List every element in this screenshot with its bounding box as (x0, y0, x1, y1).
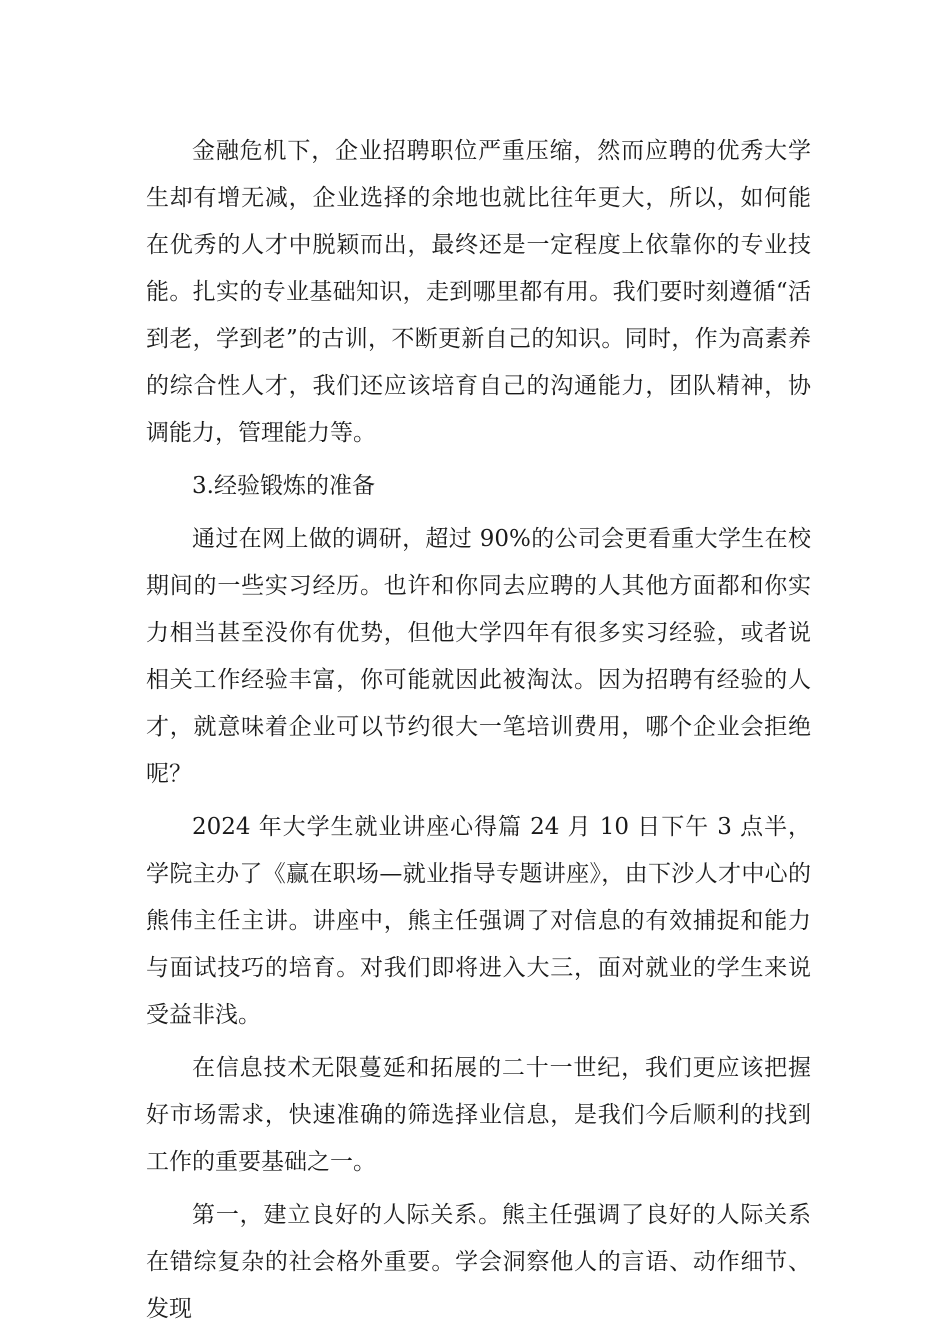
paragraph-professional-skills: 金融危机下，企业招聘职位严重压缩，然而应聘的优秀大学生却有增无减，企业选择的余地也就比往年更大，所以，如何能在优秀的人才中脱颖而出，最终还是一定程度上依靠你的专业技能。扎实的专业基础知识，走到哪里都有用。我们要时刻遵循“活到老，学到老”的古训，不断更新自己的知识。同时，作为高素养的综合性人才，我们还应该培育自己的沟通能力，团队精神，协调能力，管理能力等。 (146, 138, 811, 446)
paragraph-internship-experience: 通过在网上做的调研，超过 90%的公司会更看重大学生在校期间的一些实习经历。也许和你同去应聘的人其他方面都和你实力相当甚至没你有优势，但他大学四年有很多实习经验，或者说相关工作经验丰富，你可能就因此被淘汰。因为招聘有经验的人才，就意味着企业可以节约很大一笔培训费用，哪个企业会拒绝呢？ (146, 526, 811, 787)
paragraph-lecture-intro: 2024 年大学生就业讲座心得篇 24 月 10 日下午 3 点半，学院主办了《赢在职场—就业指导专题讲座》，由下沙人才中心的熊伟主任主讲。讲座中，熊主任强调了对信息的有效捕捉和能力与面试技巧的培育。对我们即将进入大三，面对就业的学生来说受益非浅。 (146, 814, 811, 1028)
paragraph-interpersonal-relations: 第一，建立良好的人际关系。熊主任强调了良好的人际关系在错综复杂的社会格外重要。学会洞察他人的言语、动作细节、发现 (146, 1202, 811, 1322)
document-body (146, 128, 811, 1339)
section-heading-experience: 3.经验锻炼的准备 (192, 473, 375, 499)
paragraph-information-age: 在信息技术无限蔓延和拓展的二十一世纪，我们更应该把握好市场需求，快速准确的筛选择业信息，是我们今后顺利的找到工作的重要基础之一。 (146, 1055, 811, 1175)
